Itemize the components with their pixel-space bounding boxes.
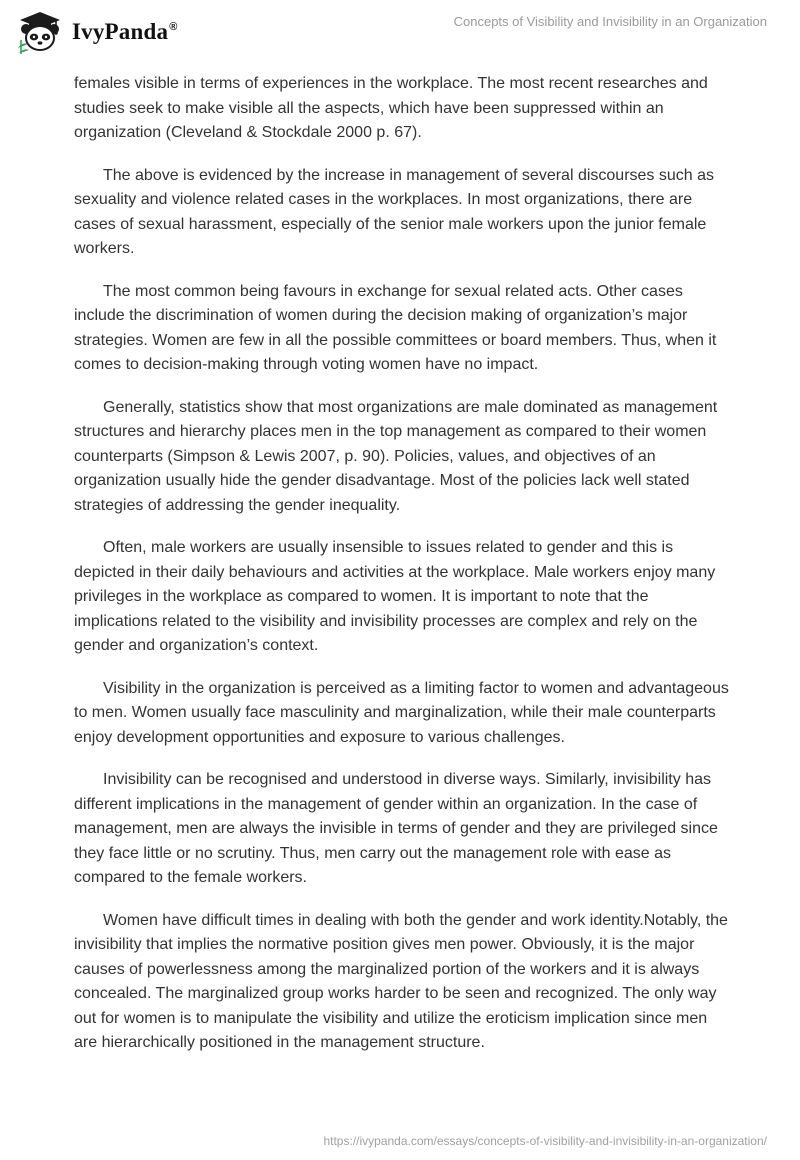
panda-graduate-icon bbox=[16, 10, 64, 54]
document-title: Concepts of Visibility and Invisibility in an Organization bbox=[453, 14, 767, 29]
brand-text: IvyPanda bbox=[72, 19, 169, 44]
paragraph: Visibility in the organization is perceived as a limiting factor to women and advantageous to men. Women usually face masculinity and marginalization, while their male counterparts enjoy development opportunities and exposure to various challenges. bbox=[74, 679, 729, 746]
paragraph: Women have difficult times in dealing with both the gender and work identity.Notably, the invisibility that implies the normative position gives men power. Obviously, it is the major causes of powerlessness among the marginalized portion of the workers and it is always concealed. The marginalized group works harder to be seen and recognized. The only way out for women is to manipulate the visibility and utilize the eroticism implication since men are hierarchically positioned in the management structure. bbox=[74, 911, 728, 1051]
paragraph: Invisibility can be recognised and understood in diverse ways. Similarly, invisibility has different implications in the management of gender within an organization. In the case of management, men are always the invisible in terms of gender and they are privileged since they face little or no scrutiny. Thus, men carry out the management role with ease as compared to the female workers. bbox=[74, 771, 718, 886]
paragraph: The most common being favours in exchange for sexual related acts. Other cases include the discrimination of women during the decision making of organization’s major strategies. Women are few in all the possible committees or board members. Thus, when it comes to decision-making through voting women have no impact. bbox=[74, 282, 717, 373]
registered-mark: ® bbox=[169, 21, 178, 34]
brand-name bbox=[72, 19, 178, 45]
paragraph: The above is evidenced by the increase in management of several discourses such as sexuality and violence related cases in the workplaces. In most organizations, there are cases of sexual harassment, especially of the senior male workers upon the junior female workers. bbox=[74, 166, 715, 257]
essay-body bbox=[74, 72, 734, 1074]
page-header bbox=[0, 0, 800, 64]
paragraph: females visible in terms of experiences in the workplace. The most recent researches and studies seek to make visible all the aspects, which have been suppressed within an organization (Cleveland & Stockdale 2000 p. 67). bbox=[74, 75, 708, 141]
paragraph: Often, male workers are usually insensible to issues related to gender and this is depicted in their daily behaviours and activities at the workplace. Male workers enjoy many privileges in the workplace as compared to women. It is important to note that the implications related to the visibility and invisibility processes are complex and rely on the gender and organization’s context. bbox=[74, 539, 716, 654]
source-url[interactable]: https://ivypanda.com/essays/concepts-of-visibility-and-invisibility-in-an-organization/ bbox=[323, 1134, 767, 1148]
ivypanda-logo[interactable] bbox=[16, 10, 178, 54]
paragraph: Generally, statistics show that most organizations are male dominated as management structures and hierarchy places men in the top management as compared to their women counterparts (Simpson & Lewis 2007, p. 90). Policies, values, and objectives of an organization usually hide the gender disadvantage. Most of the policies lack well stated strategies of addressing the gender inequality. bbox=[74, 398, 718, 514]
